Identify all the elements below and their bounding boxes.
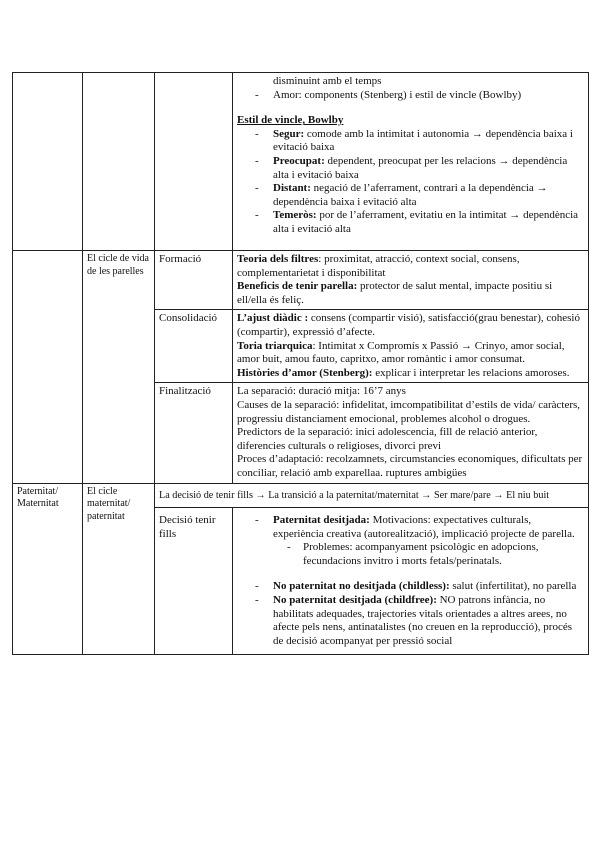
notes-table: [12, 72, 589, 655]
estil-vincle-list: [237, 128, 584, 237]
row-paternitat-transition: [13, 483, 589, 508]
continued-line: disminuint amb el temps: [273, 75, 382, 87]
stage-consolidacio: Consolidació: [155, 310, 233, 383]
list-item: - Temeròs: por de l’aferrament, evitatiu en la intimitat → dependència alta i evitació alta: [273, 209, 584, 236]
empty-cell: [13, 251, 83, 484]
list-item: - No paternitat desitjada (childfree): NO patrons infància, no habilitats adequades, trajectories vitals orientades a altres arees, no afecte pels nens, antinatalistes (no creuen en la reproducció), procés de decisió acompanyat per pressió social: [273, 594, 584, 648]
cicle-parelles-label: El cicle de vida de les parelles: [83, 251, 155, 484]
list-item: - Paternitat desitjada: Motivacions: expectatives culturals, experiència creativa (autorealització), implicació projecte de parella. - Problemes: acompanyament psicològic en adopcions, fecundacions invitro i morts fetals/perinatals.: [273, 514, 584, 568]
paternitat-label: Paternitat/ Maternitat: [13, 483, 83, 655]
decisio-content: [233, 508, 589, 655]
row-attachment: [13, 73, 589, 251]
stage-finalitzacio: Finalització: [155, 383, 233, 483]
sub-list: [273, 541, 584, 568]
decisio-list: [237, 514, 584, 568]
stage-formacio: Formació: [155, 251, 233, 310]
list-item: - No paternitat no desitjada (childless): salut (infertilitat), no parella: [273, 580, 584, 594]
consolidacio-content: L’ajust diàdic : consens (compartir visió), satisfacció(grau benestar), cohesió (compartir), expressió d’afecte. Toria triarquica: Intimitat x Compromís x Passió → Crinyo, amor social, amor buit, amou fauto, capritxo, amor romàntic i amor consumat. Històries d’amor (Stenberg): explicar i interpretar les relacions amoroses.: [233, 310, 589, 383]
continued-list: [237, 89, 584, 103]
finalitzacio-content: La separació: duració mitja: 16’7 anys Causes de la separació: infidelitat, imcompatibilitat d’estils de vida/ caràcters, progressiu distanciament emocional, problemes alcohol o drogues. Predictors de la separació: inici adolescencia, fill de relació anterior, diferencies culturals o religioses, divorci previ Proces d’adaptació: recolzamnets, circumstancies economiques, dificultats per conciliar, relació amb exparellaa. ruptures ambigües: [233, 383, 589, 483]
decisio-list-2: [237, 580, 584, 648]
list-item: - Segur: comode amb la intimitat i autonomia → dependència baixa i evitació baixa: [273, 128, 584, 155]
empty-cell: [83, 73, 155, 251]
row-formacio: [13, 251, 589, 310]
transition-sequence: La decisió de tenir fills → La transició a la paternitat/maternitat → Ser mare/pare → El niu buit: [155, 483, 589, 508]
estil-vincle-heading: Estil de vincle, Bowlby: [237, 114, 344, 127]
cicle-paternitat-label: El cicle maternitat/ paternitat: [83, 483, 155, 655]
list-item: - Distant: negació de l’aferrament, contrari a la dependència → dependència baixa i evitació alta: [273, 182, 584, 209]
attachment-content: [233, 73, 589, 251]
empty-cell: [13, 73, 83, 251]
stage-decisio: Decisió tenir fills: [155, 508, 233, 655]
list-item: - Preocupat: dependent, preocupat per les relacions → dependència alta i evitació baixa: [273, 155, 584, 182]
empty-cell: [155, 73, 233, 251]
formacio-content: Teoria dels filtres: proximitat, atracció, context social, consens, complementarietat i disponibilitat Beneficis de tenir parella: protector de salut mental, impacte positiu si ell/ella és feliç.: [233, 251, 589, 310]
list-item: - Problemes: acompanyament psicològic en adopcions, fecundacions invitro i morts fetals/perinatals.: [303, 541, 584, 568]
list-item: - Amor: components (Stenberg) i estil de vincle (Bowlby): [273, 89, 584, 103]
